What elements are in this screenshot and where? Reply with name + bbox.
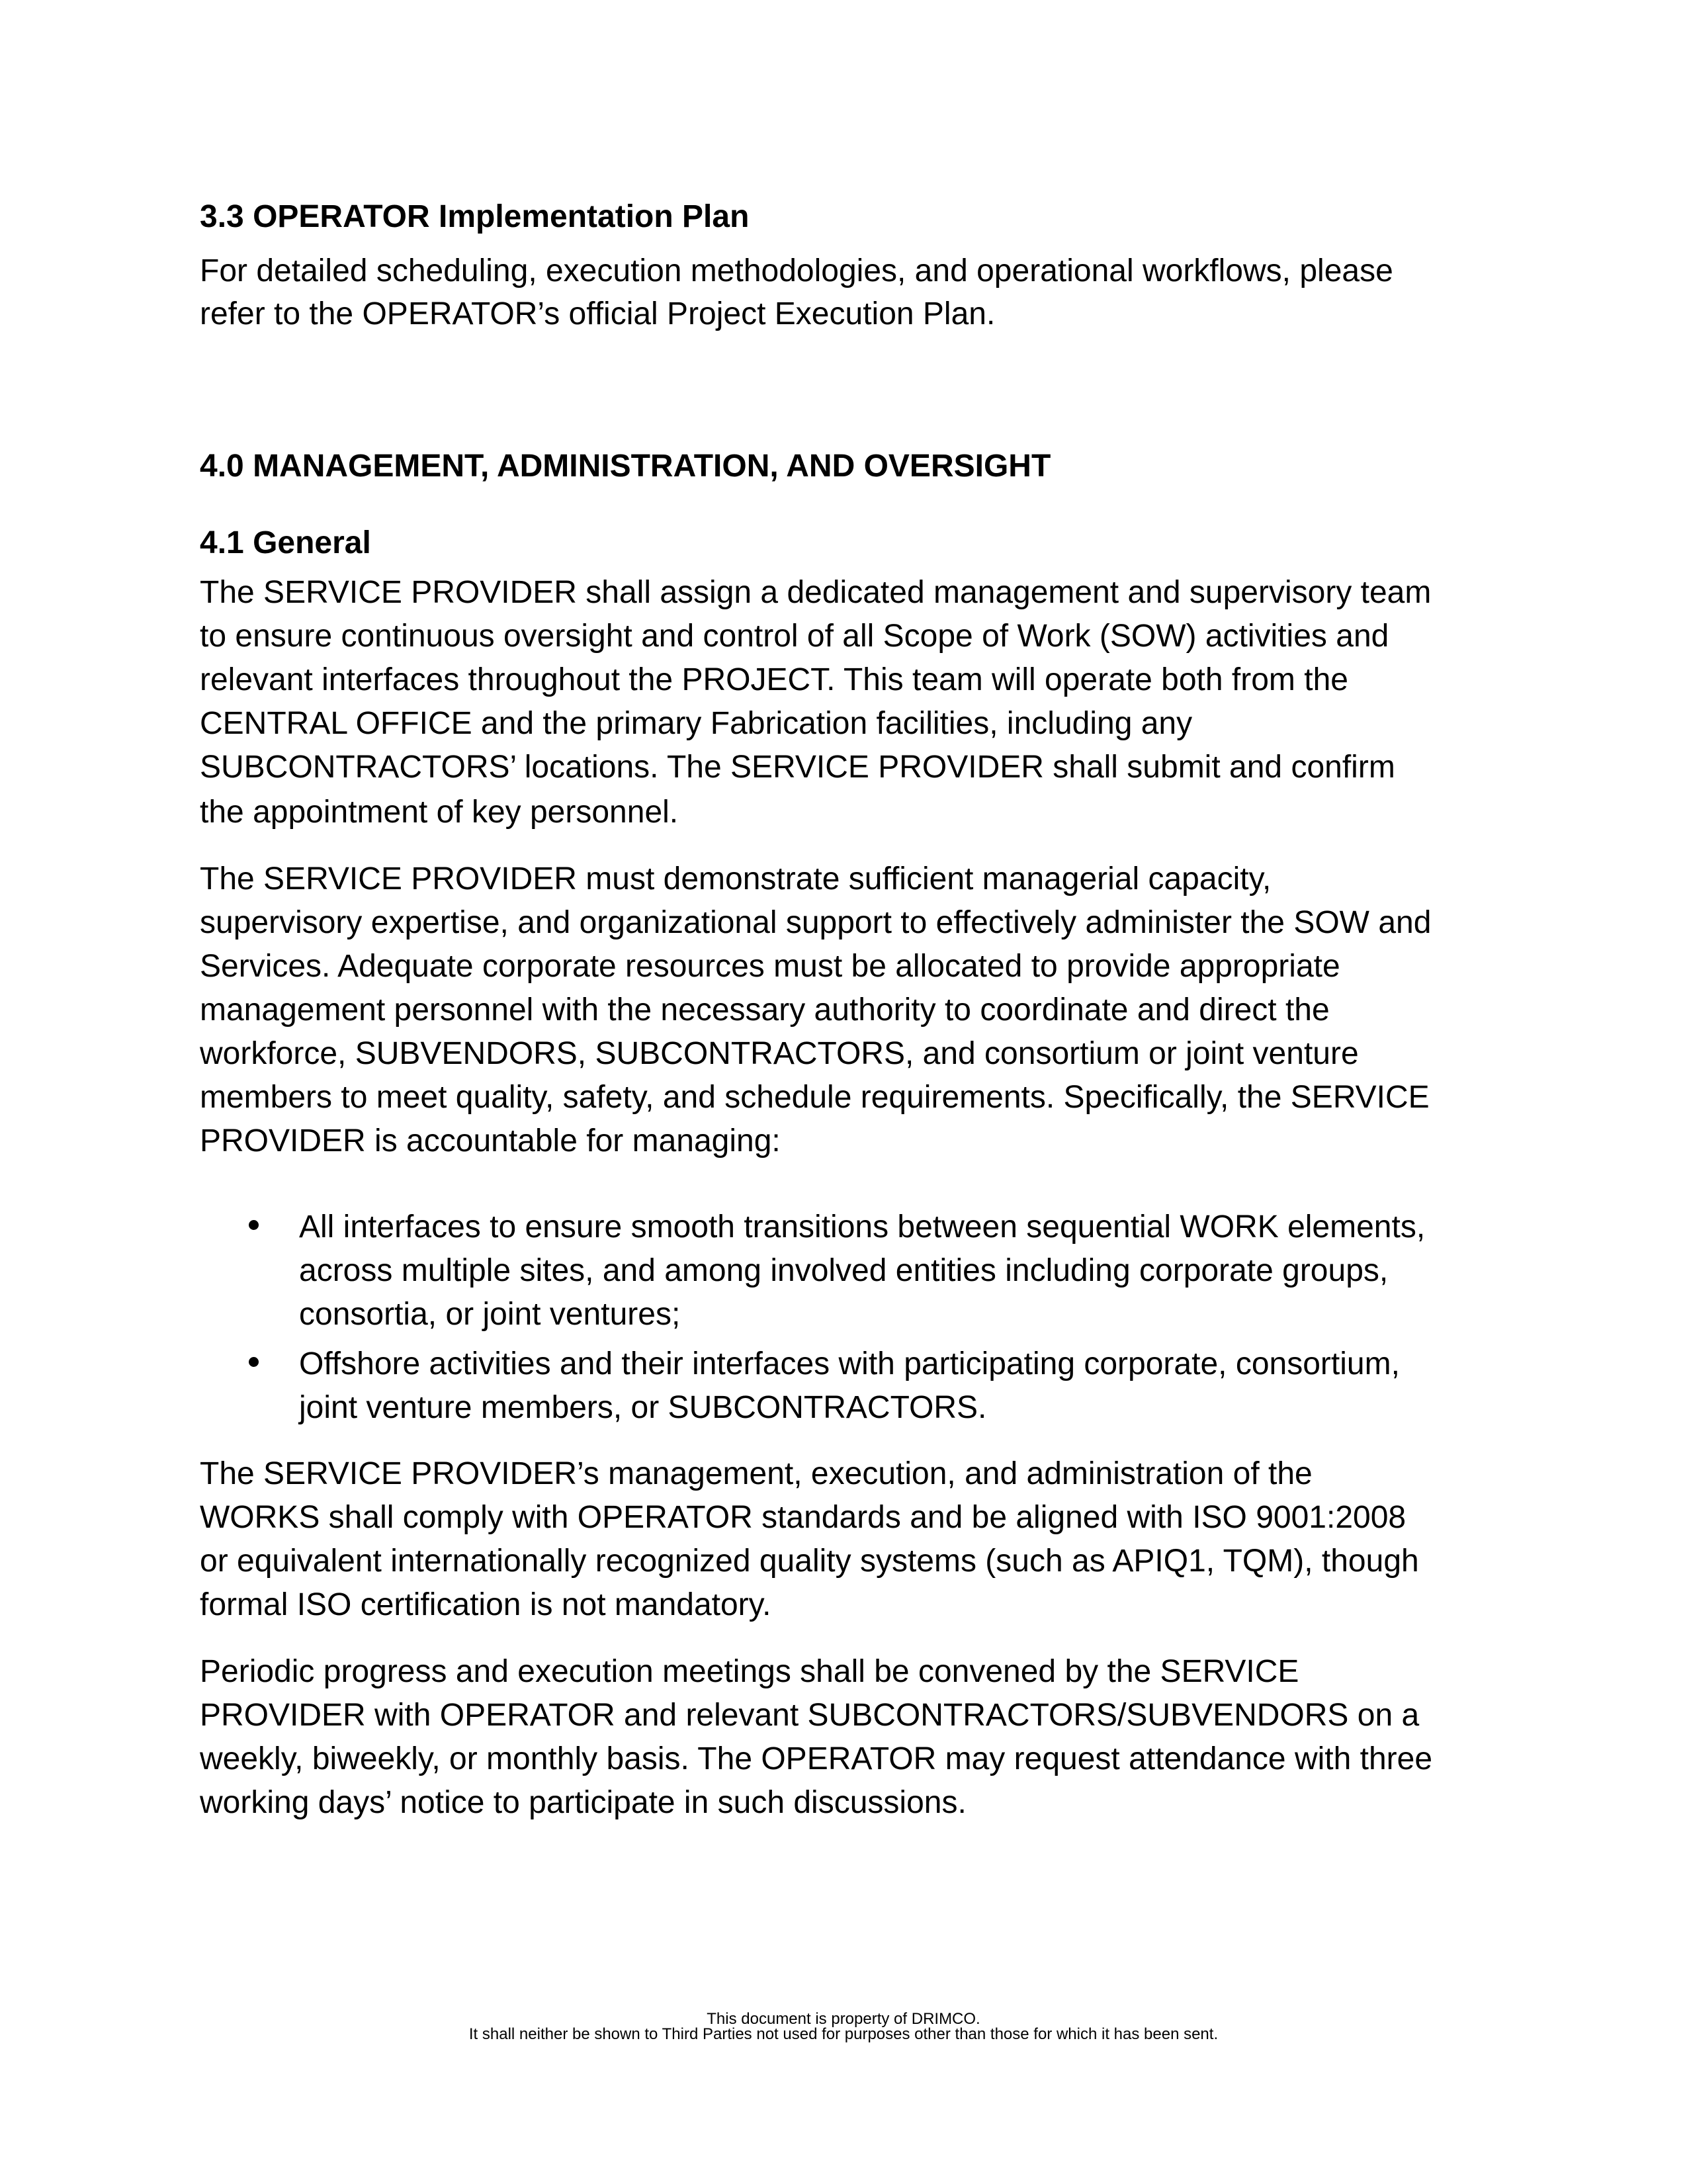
paragraph-2-line: management personnel with the necessary authority to coordinate and direct the [200,992,1330,1027]
paragraph-3-line: or equivalent internationally recognized quality systems (such as APIQ1, TQM), though [200,1544,1419,1579]
bullet-icon [247,1229,262,1244]
paragraph-2-line: Services. Adequate corporate resources must be allocated to provide appropriate [200,949,1340,984]
paragraph-4-line: PROVIDER with OPERATOR and relevant SUBCONTRACTORS/SUBVENDORS on a [200,1698,1420,1733]
bullet-item-line: joint venture members, or SUBCONTRACTORS. [299,1390,987,1425]
bullet-item-line: All interfaces to ensure smooth transitions between sequential WORK elements, [299,1209,1426,1245]
section-3-3-text-line: refer to the OPERATOR’s official Project Execution Plan. [200,296,996,331]
section-3-3-text-line: For detailed scheduling, execution methodologies, and operational workflows, please [200,253,1393,288]
paragraph-2-line: supervisory expertise, and organizational support to effectively administer the SOW and [200,905,1432,940]
paragraph-3-line: WORKS shall comply with OPERATOR standards and be aligned with ISO 9001:2008 [200,1500,1406,1535]
bullet-item-line: Offshore activities and their interfaces with participating corporate, consortium, [299,1346,1400,1381]
bullet-item-line: across multiple sites, and among involved entities including corporate groups, [299,1253,1389,1288]
bullet-item-line: consortia, or joint ventures; [299,1297,681,1332]
paragraph-1-line: The SERVICE PROVIDER shall assign a dedicated management and supervisory team [200,575,1432,610]
paragraph-1-line: to ensure continuous oversight and control of all Scope of Work (SOW) activities and [200,619,1389,654]
paragraph-3-line: The SERVICE PROVIDER’s management, execution, and administration of the [200,1456,1313,1491]
section-3-3-heading: 3.3 OPERATOR Implementation Plan [200,199,750,234]
paragraph-1-line: SUBCONTRACTORS’ locations. The SERVICE PROVIDER shall submit and confirm [200,750,1395,785]
section-4-1-heading: 4.1 General [200,525,371,560]
section-4-0-heading: 4.0 MANAGEMENT, ADMINISTRATION, AND OVERSIGHT [200,449,1051,484]
footer-property-notice: This document is property of DRIMCO. [707,2010,980,2028]
paragraph-3-line: formal ISO certification is not mandatory. [200,1587,771,1622]
paragraph-4-line: Periodic progress and execution meetings shall be convened by the SERVICE [200,1654,1299,1689]
paragraph-2-line: workforce, SUBVENDORS, SUBCONTRACTORS, and consortium or joint venture [200,1036,1359,1071]
paragraph-1-line: the appointment of key personnel. [200,795,679,830]
bullet-icon [247,1366,262,1381]
paragraph-2-line: members to meet quality, safety, and schedule requirements. Specifically, the SERVICE [200,1080,1430,1115]
paragraph-2-line: PROVIDER is accountable for managing: [200,1123,781,1158]
paragraph-4-line: working days’ notice to participate in such discussions. [200,1785,967,1820]
paragraph-1-line: CENTRAL OFFICE and the primary Fabrication facilities, including any [200,706,1193,741]
paragraph-4-line: weekly, biweekly, or monthly basis. The OPERATOR may request attendance with three [200,1741,1433,1776]
paragraph-2-line: The SERVICE PROVIDER must demonstrate sufficient managerial capacity, [200,861,1272,896]
footer-confidentiality-notice: It shall neither be shown to Third Parties not used for purposes other than those for which it has been sent. [468,2025,1219,2043]
paragraph-1-line: relevant interfaces throughout the PROJECT. This team will operate both from the [200,662,1348,697]
